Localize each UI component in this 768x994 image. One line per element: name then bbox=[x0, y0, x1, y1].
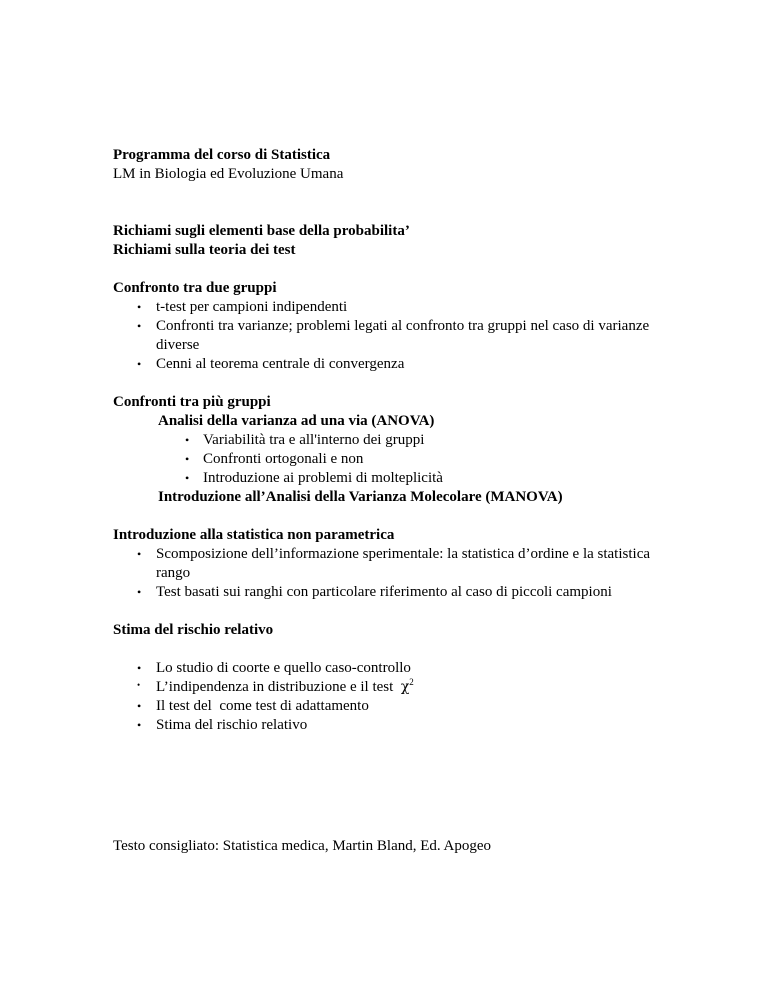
document-page bbox=[113, 146, 673, 856]
relative-risk-list bbox=[113, 659, 673, 735]
nonparametric-list bbox=[113, 545, 673, 602]
anova-list bbox=[113, 431, 673, 488]
list-item: • Lo studio di coorte e quello caso-controllo bbox=[137, 660, 411, 676]
bullet-icon: • bbox=[137, 300, 142, 314]
recommended-textbook: Testo consigliato: Statistica medica, Martin Bland, Ed. Apogeo bbox=[113, 838, 492, 854]
list-item: • Introduzione ai problemi di molteplicità bbox=[185, 470, 443, 486]
superscript: 2 bbox=[409, 677, 414, 687]
bullet-icon: • bbox=[137, 661, 142, 675]
bullet-icon: • bbox=[137, 585, 142, 599]
section-heading-multi-groups: Confronti tra più gruppi bbox=[113, 394, 271, 410]
list-item: • Variabilità tra e all'interno dei gruppi bbox=[185, 432, 425, 448]
bullet-icon: • bbox=[137, 699, 142, 713]
list-item: • Scomposizione dell’informazione sperimentale: la statistica d’ordine e la statistica rango bbox=[137, 546, 651, 581]
bullet-icon: • bbox=[137, 357, 142, 371]
bullet-icon: • bbox=[185, 452, 190, 466]
list-item: • Confronti tra varianze; problemi legati al confronto tra gruppi nel caso di varianze diverse bbox=[137, 318, 650, 353]
bullet-icon: • bbox=[185, 433, 190, 447]
list-item: • L’indipendenza in distribuzione e il test $\chi^2$ bbox=[137, 677, 414, 695]
list-item: • Stima del rischio relativo bbox=[137, 717, 308, 733]
bullet-icon: • bbox=[185, 471, 190, 485]
bullet-icon: • bbox=[137, 680, 141, 690]
bullet-icon: • bbox=[137, 718, 142, 732]
anova-heading: Analisi della varianza ad una via (ANOVA) bbox=[158, 413, 435, 429]
bullet-icon: • bbox=[137, 319, 142, 333]
chi-symbol: χ bbox=[400, 679, 410, 695]
manova-heading: Introduzione all’Analisi della Varianza Molecolare (MANOVA) bbox=[158, 489, 563, 505]
section-heading-nonparametric: Introduzione alla statistica non parametrica bbox=[113, 527, 395, 543]
list-item: • Test basati sui ranghi con particolare riferimento al caso di piccoli campioni bbox=[137, 584, 612, 600]
section-heading-two-groups: Confronto tra due gruppi bbox=[113, 280, 277, 296]
section-heading-relative-risk: Stima del rischio relativo bbox=[113, 622, 274, 638]
two-groups-list bbox=[113, 298, 673, 374]
course-subtitle: LM in Biologia ed Evoluzione Umana bbox=[113, 166, 344, 182]
course-title: Programma del corso di Statistica bbox=[113, 147, 331, 163]
recall-test-theory: Richiami sulla teoria dei test bbox=[113, 242, 296, 258]
recall-probability: Richiami sugli elementi base della probabilita’ bbox=[113, 223, 410, 239]
list-item: • Il test del come test di adattamento bbox=[137, 698, 369, 714]
list-item: • t-test per campioni indipendenti bbox=[137, 299, 348, 315]
list-item: • Confronti ortogonali e non bbox=[185, 451, 364, 467]
bullet-icon: • bbox=[137, 547, 142, 561]
list-item: • Cenni al teorema centrale di convergenza bbox=[137, 356, 405, 372]
